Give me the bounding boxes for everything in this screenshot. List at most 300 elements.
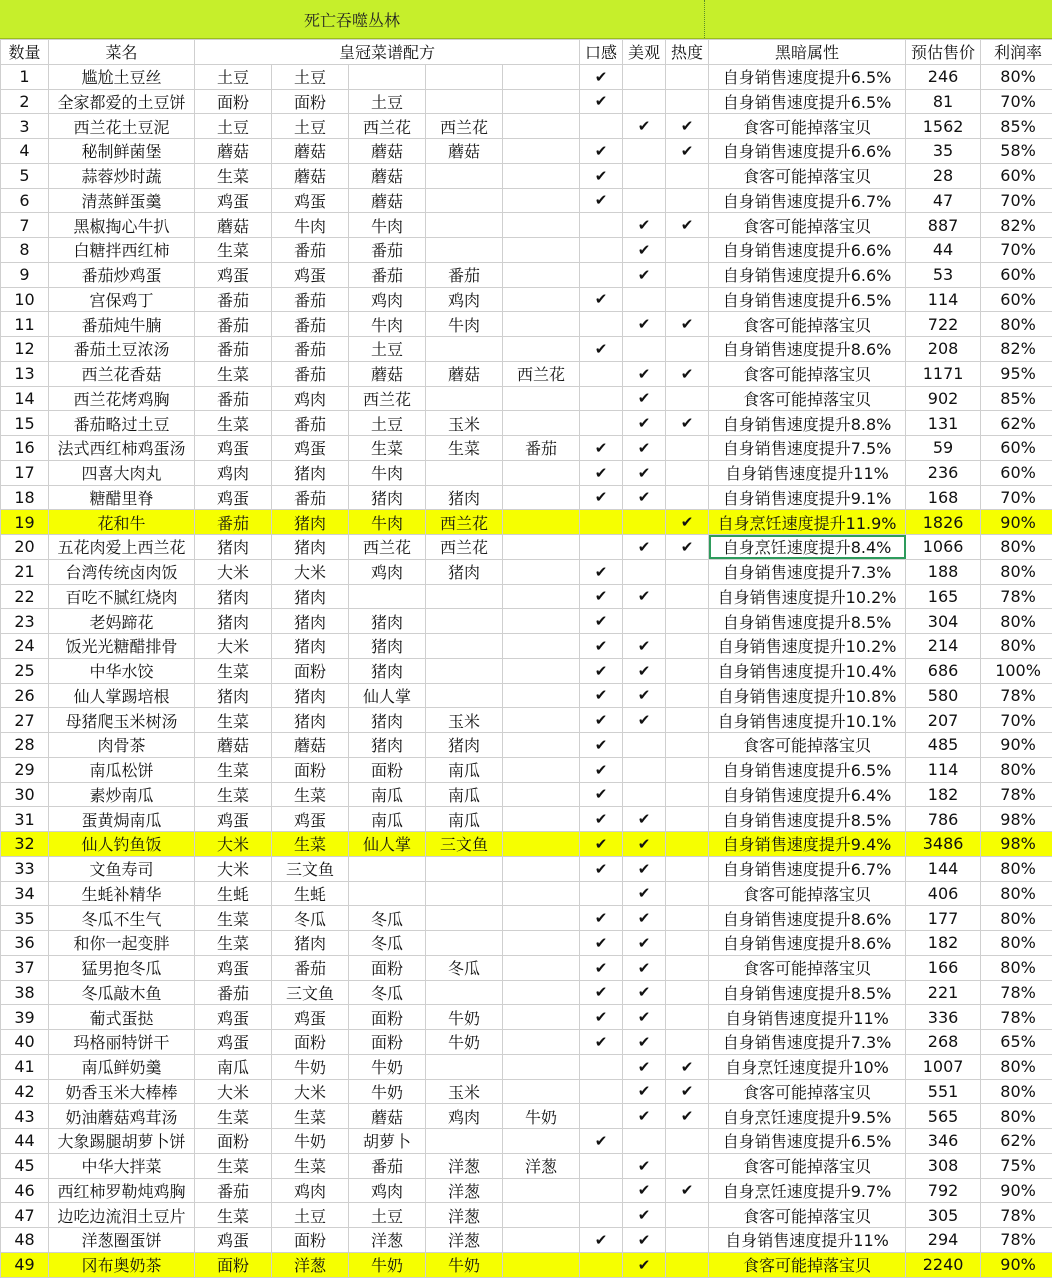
cell-ingredient[interactable]: 南瓜: [349, 782, 426, 807]
cell-ingredient[interactable]: 鸡肉: [426, 1104, 503, 1129]
cell-name[interactable]: 中华大拌菜: [49, 1153, 195, 1178]
cell-ingredient[interactable]: [426, 931, 503, 956]
cell-ingredient[interactable]: [503, 1178, 580, 1203]
cell-heat-check[interactable]: ✔: [666, 1104, 709, 1129]
cell-ingredient[interactable]: 牛肉: [349, 510, 426, 535]
cell-look-check[interactable]: ✔: [623, 485, 666, 510]
cell-profit[interactable]: 90%: [981, 1178, 1052, 1203]
cell-ingredient[interactable]: 洋葱: [426, 1153, 503, 1178]
cell-heat-check[interactable]: [666, 955, 709, 980]
cell-taste-check[interactable]: ✔: [580, 609, 623, 634]
cell-profit[interactable]: 58%: [981, 139, 1052, 164]
cell-ingredient[interactable]: 洋葱: [426, 1178, 503, 1203]
cell-ingredient[interactable]: 鸡蛋: [195, 436, 272, 461]
cell-look-check[interactable]: [623, 782, 666, 807]
cell-look-check[interactable]: [623, 139, 666, 164]
cell-num[interactable]: 24: [1, 634, 49, 659]
cell-heat-check[interactable]: [666, 163, 709, 188]
cell-profit[interactable]: 82%: [981, 213, 1052, 238]
cell-taste-check[interactable]: [580, 386, 623, 411]
cell-profit[interactable]: 60%: [981, 287, 1052, 312]
cell-taste-check[interactable]: [580, 238, 623, 263]
cell-price[interactable]: 3486: [906, 832, 981, 857]
cell-num[interactable]: 17: [1, 460, 49, 485]
cell-heat-check[interactable]: ✔: [666, 361, 709, 386]
cell-price[interactable]: 177: [906, 906, 981, 931]
cell-ingredient[interactable]: [503, 931, 580, 956]
cell-price[interactable]: 221: [906, 980, 981, 1005]
cell-price[interactable]: 246: [906, 64, 981, 89]
cell-profit[interactable]: 78%: [981, 782, 1052, 807]
cell-ingredient[interactable]: 鸡肉: [272, 1178, 349, 1203]
cell-ingredient[interactable]: 鸡蛋: [272, 807, 349, 832]
cell-taste-check[interactable]: ✔: [580, 287, 623, 312]
cell-heat-check[interactable]: [666, 807, 709, 832]
cell-ingredient[interactable]: 冬瓜: [272, 906, 349, 931]
cell-attr[interactable]: 自身销售速度提升8.6%: [709, 906, 906, 931]
cell-name[interactable]: 中华水饺: [49, 658, 195, 683]
cell-ingredient[interactable]: 番茄: [349, 238, 426, 263]
cell-ingredient[interactable]: [503, 1030, 580, 1055]
cell-num[interactable]: 35: [1, 906, 49, 931]
cell-ingredient[interactable]: [349, 856, 426, 881]
cell-ingredient[interactable]: 生菜: [195, 411, 272, 436]
cell-price[interactable]: 406: [906, 881, 981, 906]
cell-ingredient[interactable]: [426, 337, 503, 362]
cell-profit[interactable]: 80%: [981, 559, 1052, 584]
cell-ingredient[interactable]: 生菜: [195, 361, 272, 386]
cell-profit[interactable]: 80%: [981, 931, 1052, 956]
cell-ingredient[interactable]: 面粉: [272, 1228, 349, 1253]
cell-ingredient[interactable]: 鸡蛋: [195, 1228, 272, 1253]
cell-attr[interactable]: 自身销售速度提升6.6%: [709, 238, 906, 263]
cell-attr[interactable]: 食客可能掉落宝贝: [709, 361, 906, 386]
cell-ingredient[interactable]: 面粉: [195, 1252, 272, 1277]
cell-num[interactable]: 19: [1, 510, 49, 535]
cell-ingredient[interactable]: 生菜: [195, 1153, 272, 1178]
cell-ingredient[interactable]: [503, 708, 580, 733]
cell-ingredient[interactable]: 冬瓜: [349, 931, 426, 956]
cell-num[interactable]: 37: [1, 955, 49, 980]
cell-ingredient[interactable]: 土豆: [272, 64, 349, 89]
cell-ingredient[interactable]: 面粉: [272, 89, 349, 114]
cell-ingredient[interactable]: 大米: [195, 856, 272, 881]
cell-ingredient[interactable]: 猪肉: [272, 609, 349, 634]
cell-look-check[interactable]: [623, 510, 666, 535]
cell-ingredient[interactable]: [426, 89, 503, 114]
cell-taste-check[interactable]: [580, 312, 623, 337]
cell-ingredient[interactable]: 猪肉: [349, 658, 426, 683]
cell-ingredient[interactable]: 面粉: [272, 1030, 349, 1055]
cell-ingredient[interactable]: 生菜: [195, 163, 272, 188]
cell-ingredient[interactable]: 西兰花: [503, 361, 580, 386]
cell-ingredient[interactable]: 洋葱: [272, 1252, 349, 1277]
cell-ingredient[interactable]: 鸡蛋: [195, 807, 272, 832]
cell-ingredient[interactable]: 冬瓜: [349, 980, 426, 1005]
cell-ingredient[interactable]: [503, 683, 580, 708]
cell-ingredient[interactable]: [426, 881, 503, 906]
cell-attr[interactable]: 自身销售速度提升7.5%: [709, 436, 906, 461]
cell-profit[interactable]: 80%: [981, 856, 1052, 881]
cell-price[interactable]: 308: [906, 1153, 981, 1178]
cell-price[interactable]: 114: [906, 287, 981, 312]
cell-look-check[interactable]: ✔: [623, 906, 666, 931]
cell-ingredient[interactable]: [349, 584, 426, 609]
cell-ingredient[interactable]: 猪肉: [195, 609, 272, 634]
cell-profit[interactable]: 78%: [981, 1203, 1052, 1228]
cell-ingredient[interactable]: 土豆: [349, 1203, 426, 1228]
cell-heat-check[interactable]: [666, 89, 709, 114]
cell-ingredient[interactable]: [426, 683, 503, 708]
cell-ingredient[interactable]: 猪肉: [349, 708, 426, 733]
cell-ingredient[interactable]: [503, 856, 580, 881]
cell-ingredient[interactable]: 面粉: [272, 757, 349, 782]
cell-ingredient[interactable]: 生菜: [195, 757, 272, 782]
cell-taste-check[interactable]: ✔: [580, 733, 623, 758]
cell-taste-check[interactable]: [580, 114, 623, 139]
cell-look-check[interactable]: ✔: [623, 1228, 666, 1253]
cell-attr[interactable]: 自身销售速度提升6.5%: [709, 757, 906, 782]
cell-attr[interactable]: 自身销售速度提升6.5%: [709, 64, 906, 89]
cell-taste-check[interactable]: ✔: [580, 757, 623, 782]
cell-ingredient[interactable]: [503, 1228, 580, 1253]
cell-num[interactable]: 38: [1, 980, 49, 1005]
cell-ingredient[interactable]: [426, 460, 503, 485]
cell-ingredient[interactable]: 大米: [195, 634, 272, 659]
cell-ingredient[interactable]: [426, 163, 503, 188]
cell-look-check[interactable]: [623, 1129, 666, 1154]
cell-ingredient[interactable]: 三文鱼: [272, 856, 349, 881]
cell-num[interactable]: 10: [1, 287, 49, 312]
cell-ingredient[interactable]: [503, 733, 580, 758]
cell-heat-check[interactable]: [666, 1228, 709, 1253]
cell-name[interactable]: 老妈蹄花: [49, 609, 195, 634]
cell-ingredient[interactable]: 蘑菇: [349, 163, 426, 188]
cell-heat-check[interactable]: [666, 460, 709, 485]
cell-num[interactable]: 43: [1, 1104, 49, 1129]
cell-taste-check[interactable]: [580, 1054, 623, 1079]
cell-ingredient[interactable]: [503, 287, 580, 312]
cell-name[interactable]: 奶香玉米大棒棒: [49, 1079, 195, 1104]
cell-price[interactable]: 166: [906, 955, 981, 980]
cell-ingredient[interactable]: [503, 832, 580, 857]
cell-look-check[interactable]: [623, 559, 666, 584]
cell-price[interactable]: 1826: [906, 510, 981, 535]
sheet-title[interactable]: 死亡吞噬丛林: [0, 0, 705, 38]
cell-ingredient[interactable]: 大米: [272, 1079, 349, 1104]
cell-profit[interactable]: 80%: [981, 881, 1052, 906]
cell-heat-check[interactable]: [666, 64, 709, 89]
cell-ingredient[interactable]: 南瓜: [426, 782, 503, 807]
cell-ingredient[interactable]: 猪肉: [349, 485, 426, 510]
cell-num[interactable]: 44: [1, 1129, 49, 1154]
cell-ingredient[interactable]: 鸡蛋: [272, 188, 349, 213]
cell-ingredient[interactable]: 猪肉: [349, 609, 426, 634]
cell-num[interactable]: 8: [1, 238, 49, 263]
cell-profit[interactable]: 70%: [981, 89, 1052, 114]
cell-ingredient[interactable]: 生菜: [195, 238, 272, 263]
cell-ingredient[interactable]: 牛奶: [426, 1005, 503, 1030]
cell-price[interactable]: 792: [906, 1178, 981, 1203]
cell-look-check[interactable]: ✔: [623, 411, 666, 436]
cell-ingredient[interactable]: 生菜: [426, 436, 503, 461]
cell-ingredient[interactable]: 番茄: [349, 1153, 426, 1178]
cell-heat-check[interactable]: [666, 832, 709, 857]
cell-heat-check[interactable]: [666, 238, 709, 263]
cell-ingredient[interactable]: 猪肉: [426, 733, 503, 758]
cell-ingredient[interactable]: [426, 609, 503, 634]
cell-attr[interactable]: 自身销售速度提升9.4%: [709, 832, 906, 857]
cell-ingredient[interactable]: 生菜: [195, 931, 272, 956]
cell-look-check[interactable]: ✔: [623, 1104, 666, 1129]
cell-profit[interactable]: 80%: [981, 906, 1052, 931]
cell-attr[interactable]: 自身销售速度提升6.7%: [709, 188, 906, 213]
cell-taste-check[interactable]: [580, 1252, 623, 1277]
cell-num[interactable]: 16: [1, 436, 49, 461]
cell-ingredient[interactable]: 猪肉: [195, 584, 272, 609]
cell-attr[interactable]: 食客可能掉落宝贝: [709, 386, 906, 411]
cell-attr[interactable]: 自身销售速度提升7.3%: [709, 559, 906, 584]
cell-ingredient[interactable]: 鸡肉: [272, 386, 349, 411]
cell-look-check[interactable]: ✔: [623, 262, 666, 287]
cell-ingredient[interactable]: 冬瓜: [349, 906, 426, 931]
cell-attr[interactable]: 自身销售速度提升10.2%: [709, 584, 906, 609]
cell-ingredient[interactable]: [503, 64, 580, 89]
cell-name[interactable]: 秘制鲜菌堡: [49, 139, 195, 164]
cell-taste-check[interactable]: [580, 1104, 623, 1129]
cell-ingredient[interactable]: 牛奶: [272, 1129, 349, 1154]
cell-attr[interactable]: 食客可能掉落宝贝: [709, 881, 906, 906]
cell-attr[interactable]: 食客可能掉落宝贝: [709, 1153, 906, 1178]
cell-num[interactable]: 31: [1, 807, 49, 832]
cell-num[interactable]: 20: [1, 535, 49, 560]
cell-ingredient[interactable]: 鸡蛋: [195, 485, 272, 510]
cell-num[interactable]: 29: [1, 757, 49, 782]
cell-num[interactable]: 41: [1, 1054, 49, 1079]
cell-num[interactable]: 9: [1, 262, 49, 287]
cell-price[interactable]: 114: [906, 757, 981, 782]
cell-name[interactable]: 番茄略过土豆: [49, 411, 195, 436]
cell-profit[interactable]: 62%: [981, 411, 1052, 436]
cell-ingredient[interactable]: [426, 64, 503, 89]
cell-look-check[interactable]: ✔: [623, 238, 666, 263]
cell-ingredient[interactable]: [503, 114, 580, 139]
cell-num[interactable]: 15: [1, 411, 49, 436]
cell-ingredient[interactable]: 番茄: [195, 287, 272, 312]
cell-price[interactable]: 722: [906, 312, 981, 337]
cell-profit[interactable]: 62%: [981, 1129, 1052, 1154]
cell-heat-check[interactable]: [666, 1252, 709, 1277]
cell-attr[interactable]: 自身销售速度提升8.5%: [709, 980, 906, 1005]
cell-ingredient[interactable]: 番茄: [195, 510, 272, 535]
cell-heat-check[interactable]: [666, 262, 709, 287]
cell-ingredient[interactable]: 猪肉: [272, 460, 349, 485]
cell-ingredient[interactable]: 南瓜: [195, 1054, 272, 1079]
cell-profit[interactable]: 80%: [981, 1054, 1052, 1079]
cell-ingredient[interactable]: 生菜: [195, 708, 272, 733]
cell-ingredient[interactable]: 番茄: [272, 337, 349, 362]
cell-ingredient[interactable]: 西兰花: [349, 535, 426, 560]
cell-price[interactable]: 1171: [906, 361, 981, 386]
cell-num[interactable]: 1: [1, 64, 49, 89]
cell-taste-check[interactable]: ✔: [580, 931, 623, 956]
cell-taste-check[interactable]: ✔: [580, 163, 623, 188]
cell-heat-check[interactable]: [666, 1129, 709, 1154]
cell-price[interactable]: 565: [906, 1104, 981, 1129]
cell-ingredient[interactable]: 西兰花: [426, 510, 503, 535]
cell-name[interactable]: 西兰花土豆泥: [49, 114, 195, 139]
cell-num[interactable]: 46: [1, 1178, 49, 1203]
cell-ingredient[interactable]: 番茄: [195, 337, 272, 362]
cell-attr[interactable]: 食客可能掉落宝贝: [709, 1252, 906, 1277]
cell-ingredient[interactable]: [503, 312, 580, 337]
cell-look-check[interactable]: ✔: [623, 1178, 666, 1203]
cell-heat-check[interactable]: ✔: [666, 1178, 709, 1203]
cell-ingredient[interactable]: [503, 1129, 580, 1154]
cell-num[interactable]: 13: [1, 361, 49, 386]
cell-heat-check[interactable]: [666, 1153, 709, 1178]
cell-heat-check[interactable]: [666, 1030, 709, 1055]
cell-ingredient[interactable]: 猪肉: [272, 535, 349, 560]
cell-profit[interactable]: 70%: [981, 485, 1052, 510]
cell-heat-check[interactable]: [666, 782, 709, 807]
cell-taste-check[interactable]: [580, 510, 623, 535]
cell-name[interactable]: 仙人钓鱼饭: [49, 832, 195, 857]
cell-attr[interactable]: 自身销售速度提升11%: [709, 1228, 906, 1253]
header-taste[interactable]: 口感: [580, 40, 623, 65]
cell-ingredient[interactable]: 生菜: [195, 1203, 272, 1228]
cell-ingredient[interactable]: [426, 1129, 503, 1154]
cell-ingredient[interactable]: 番茄: [195, 1178, 272, 1203]
cell-attr[interactable]: 自身销售速度提升8.8%: [709, 411, 906, 436]
cell-name[interactable]: 奶油蘑菇鸡茸汤: [49, 1104, 195, 1129]
cell-name[interactable]: 肉骨茶: [49, 733, 195, 758]
cell-attr[interactable]: 自身销售速度提升6.5%: [709, 287, 906, 312]
cell-price[interactable]: 268: [906, 1030, 981, 1055]
cell-attr[interactable]: 自身销售速度提升10.8%: [709, 683, 906, 708]
cell-ingredient[interactable]: [503, 1079, 580, 1104]
cell-ingredient[interactable]: 猪肉: [272, 510, 349, 535]
cell-ingredient[interactable]: 牛肉: [272, 213, 349, 238]
cell-profit[interactable]: 60%: [981, 436, 1052, 461]
cell-ingredient[interactable]: [426, 1054, 503, 1079]
cell-num[interactable]: 47: [1, 1203, 49, 1228]
cell-ingredient[interactable]: 生菜: [195, 658, 272, 683]
cell-ingredient[interactable]: 土豆: [195, 114, 272, 139]
cell-price[interactable]: 236: [906, 460, 981, 485]
cell-ingredient[interactable]: 三文鱼: [426, 832, 503, 857]
cell-num[interactable]: 14: [1, 386, 49, 411]
cell-attr[interactable]: 自身烹饪速度提升9.5%: [709, 1104, 906, 1129]
cell-price[interactable]: 208: [906, 337, 981, 362]
cell-ingredient[interactable]: 玉米: [426, 411, 503, 436]
cell-ingredient[interactable]: 生菜: [349, 436, 426, 461]
cell-name[interactable]: 清蒸鲜蛋羹: [49, 188, 195, 213]
cell-ingredient[interactable]: 生菜: [272, 1153, 349, 1178]
cell-ingredient[interactable]: 牛奶: [426, 1030, 503, 1055]
cell-price[interactable]: 485: [906, 733, 981, 758]
cell-name[interactable]: 边吃边流泪土豆片: [49, 1203, 195, 1228]
cell-heat-check[interactable]: [666, 634, 709, 659]
cell-ingredient[interactable]: [426, 584, 503, 609]
cell-look-check[interactable]: ✔: [623, 708, 666, 733]
cell-name[interactable]: 南瓜鲜奶羹: [49, 1054, 195, 1079]
cell-num[interactable]: 30: [1, 782, 49, 807]
cell-look-check[interactable]: ✔: [623, 955, 666, 980]
cell-heat-check[interactable]: ✔: [666, 139, 709, 164]
cell-ingredient[interactable]: 大米: [272, 559, 349, 584]
cell-ingredient[interactable]: [426, 634, 503, 659]
cell-heat-check[interactable]: [666, 609, 709, 634]
cell-price[interactable]: 336: [906, 1005, 981, 1030]
cell-num[interactable]: 2: [1, 89, 49, 114]
cell-num[interactable]: 39: [1, 1005, 49, 1030]
cell-look-check[interactable]: ✔: [623, 683, 666, 708]
cell-ingredient[interactable]: [503, 609, 580, 634]
cell-look-check[interactable]: ✔: [623, 856, 666, 881]
cell-look-check[interactable]: ✔: [623, 386, 666, 411]
cell-profit[interactable]: 78%: [981, 980, 1052, 1005]
cell-look-check[interactable]: ✔: [623, 114, 666, 139]
cell-profit[interactable]: 80%: [981, 955, 1052, 980]
cell-price[interactable]: 305: [906, 1203, 981, 1228]
cell-price[interactable]: 168: [906, 485, 981, 510]
title-bar-empty-cell[interactable]: [705, 0, 1052, 38]
cell-heat-check[interactable]: ✔: [666, 411, 709, 436]
cell-look-check[interactable]: ✔: [623, 881, 666, 906]
cell-ingredient[interactable]: [426, 238, 503, 263]
cell-ingredient[interactable]: 猪肉: [426, 485, 503, 510]
cell-attr[interactable]: 食客可能掉落宝贝: [709, 312, 906, 337]
cell-attr[interactable]: 自身销售速度提升6.4%: [709, 782, 906, 807]
cell-ingredient[interactable]: 面粉: [272, 658, 349, 683]
cell-ingredient[interactable]: 生菜: [195, 1104, 272, 1129]
cell-ingredient[interactable]: 番茄: [272, 955, 349, 980]
cell-ingredient[interactable]: 蘑菇: [349, 139, 426, 164]
cell-profit[interactable]: 98%: [981, 832, 1052, 857]
cell-ingredient[interactable]: 鸡蛋: [195, 1030, 272, 1055]
cell-ingredient[interactable]: 牛奶: [349, 1079, 426, 1104]
cell-ingredient[interactable]: 鸡蛋: [272, 262, 349, 287]
cell-ingredient[interactable]: 番茄: [195, 980, 272, 1005]
cell-num[interactable]: 3: [1, 114, 49, 139]
cell-price[interactable]: 786: [906, 807, 981, 832]
cell-ingredient[interactable]: [426, 213, 503, 238]
cell-ingredient[interactable]: 面粉: [195, 1129, 272, 1154]
cell-ingredient[interactable]: [503, 337, 580, 362]
cell-taste-check[interactable]: [580, 881, 623, 906]
cell-attr[interactable]: 自身销售速度提升10.2%: [709, 634, 906, 659]
cell-name[interactable]: 糖醋里脊: [49, 485, 195, 510]
cell-attr[interactable]: 自身销售速度提升8.6%: [709, 337, 906, 362]
cell-ingredient[interactable]: [426, 386, 503, 411]
cell-profit[interactable]: 80%: [981, 535, 1052, 560]
cell-ingredient[interactable]: 土豆: [272, 1203, 349, 1228]
cell-ingredient[interactable]: 鸡蛋: [195, 188, 272, 213]
cell-ingredient[interactable]: 番茄: [272, 238, 349, 263]
cell-name[interactable]: 台湾传统卤肉饭: [49, 559, 195, 584]
cell-name[interactable]: 冈布奥奶茶: [49, 1252, 195, 1277]
header-num[interactable]: 数量: [1, 40, 49, 65]
cell-taste-check[interactable]: ✔: [580, 1129, 623, 1154]
cell-name[interactable]: 番茄炒鸡蛋: [49, 262, 195, 287]
cell-profit[interactable]: 90%: [981, 1252, 1052, 1277]
cell-heat-check[interactable]: [666, 188, 709, 213]
cell-ingredient[interactable]: 猪肉: [272, 931, 349, 956]
cell-ingredient[interactable]: [503, 980, 580, 1005]
cell-profit[interactable]: 70%: [981, 238, 1052, 263]
cell-ingredient[interactable]: [503, 584, 580, 609]
